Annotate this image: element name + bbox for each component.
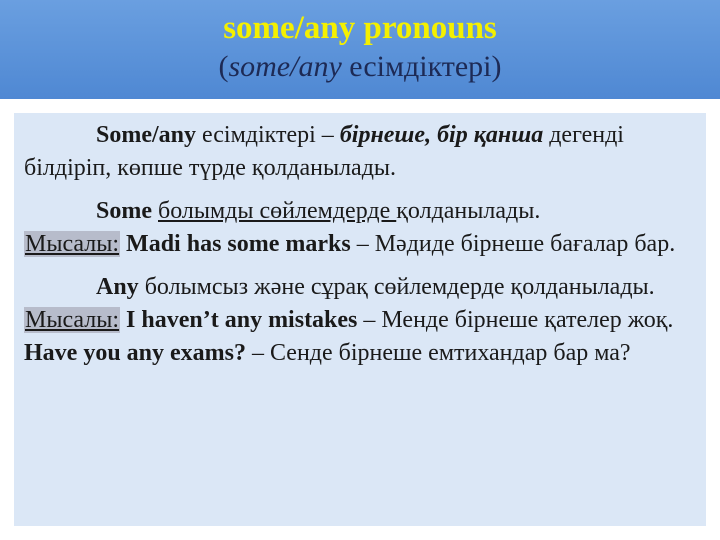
p1-text-2: дегенді білдіріп, көпше түрде қолданылады. <box>24 122 624 181</box>
title-banner <box>0 0 720 99</box>
p1-text-1: есімдіктері – <box>196 122 340 148</box>
subtitle-italic: some/any <box>228 50 342 83</box>
term-some: Some <box>96 198 152 224</box>
content-box <box>14 113 706 526</box>
p2-example-en: Madi has some marks <box>120 231 351 257</box>
slide-title: some/any pronouns <box>223 10 497 46</box>
example-label: Мысалы: <box>25 307 120 333</box>
slide-subtitle <box>0 48 720 86</box>
example-label: Мысалы: <box>25 231 120 257</box>
paragraph-any <box>24 271 696 370</box>
p3-text-1: болымсыз және сұрақ сөйлемдерде қолданылады. <box>138 274 655 300</box>
paragraph-some <box>24 195 696 261</box>
p2-text-1: қолданылады. <box>396 198 541 224</box>
p3-question-en: Have you any exams? <box>24 340 246 366</box>
term-some-any: Some/any <box>96 122 197 148</box>
paragraph-definition <box>24 119 696 185</box>
subtitle-rest: есімдіктері) <box>341 50 502 83</box>
p3-example-kz: – Менде бірнеше қателер жоқ. <box>357 307 674 333</box>
p2-example-kz: – Мәдиде бірнеше бағалар бар. <box>350 231 676 257</box>
p2-underlined: болымды сөйлемдерде <box>158 198 397 224</box>
p3-example-en: I haven’t any mistakes <box>120 307 358 333</box>
p1-meaning: бірнеше, бір қанша <box>339 122 544 148</box>
subtitle-open-paren: ( <box>218 50 229 83</box>
term-any: Any <box>96 274 139 300</box>
p3-question-kz: – Сенде бірнеше емтихандар бар ма? <box>246 340 631 366</box>
